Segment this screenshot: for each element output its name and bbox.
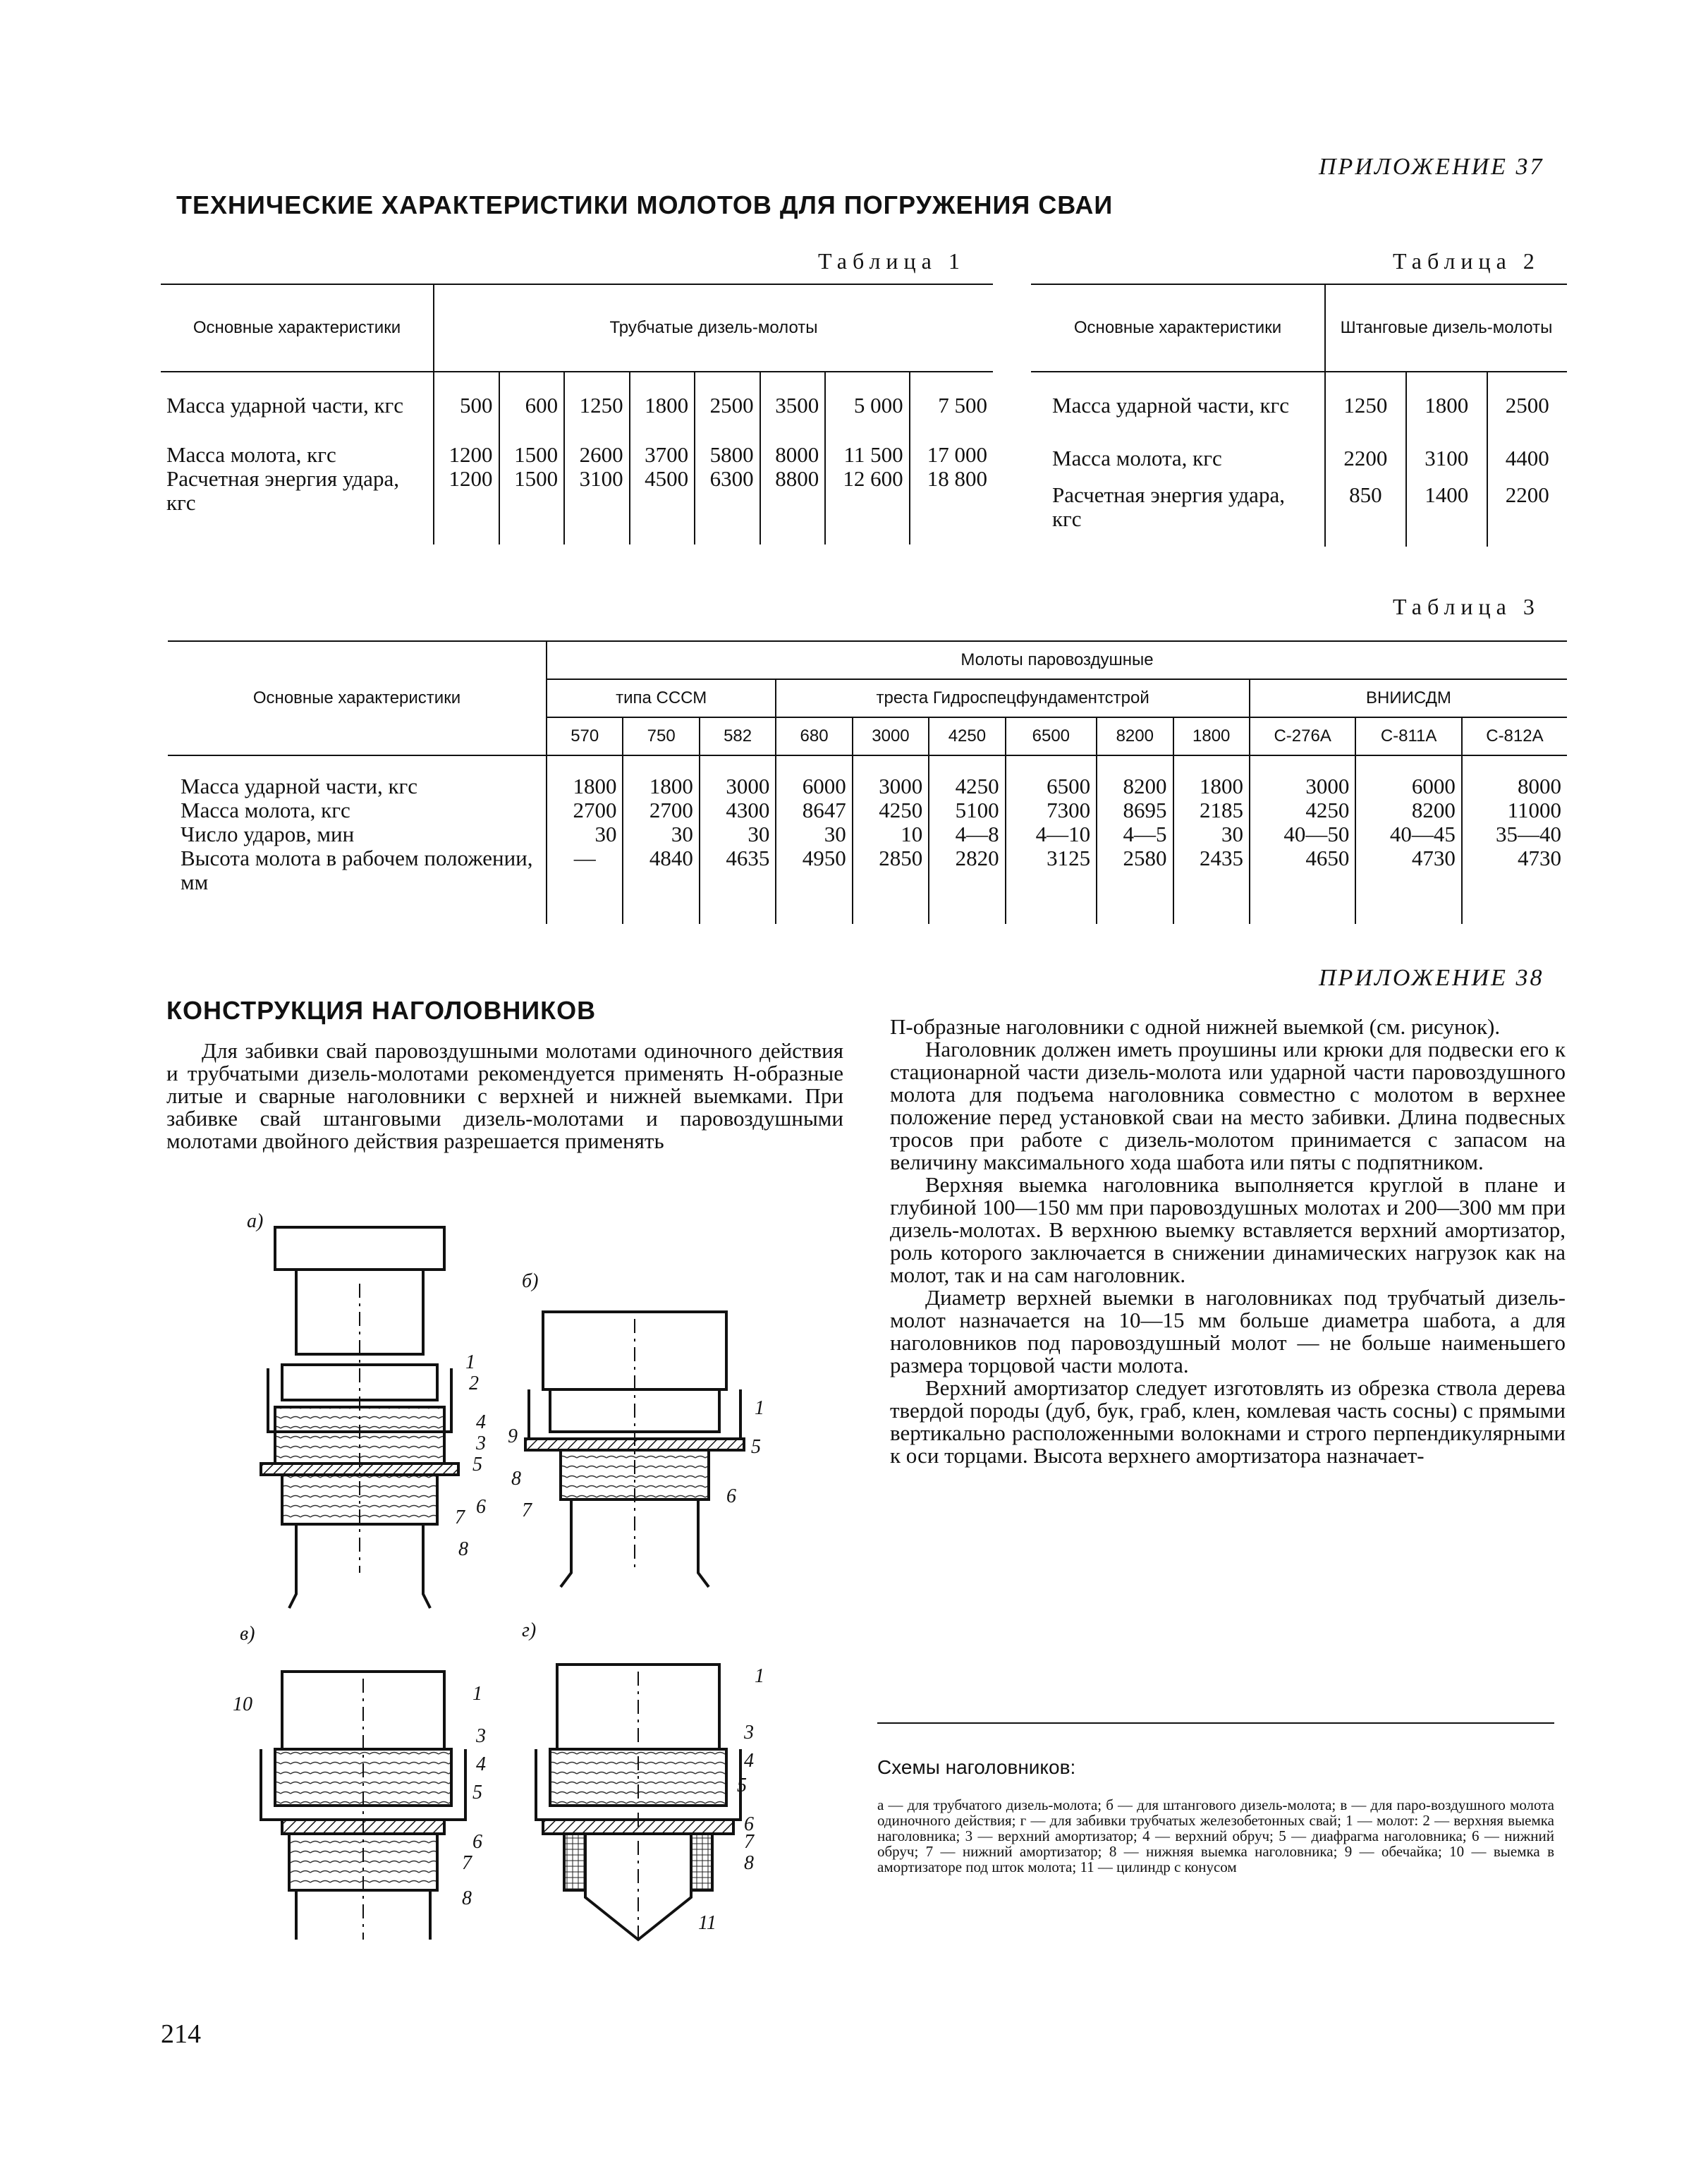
cell: 8647	[776, 798, 852, 822]
cell: 35—40	[1496, 822, 1561, 846]
table2	[1031, 284, 1567, 547]
cell: 30	[623, 822, 699, 846]
callout-7c: 7	[462, 1852, 472, 1874]
row-label: Масса ударной части, кгс	[161, 394, 434, 443]
callout-6b: 6	[726, 1485, 736, 1507]
row-label: Масса ударной части, кгс	[168, 774, 547, 798]
label-a: а)	[247, 1210, 264, 1232]
cell: 4—5	[1097, 822, 1173, 846]
callout-5c: 5	[472, 1782, 482, 1803]
table3-subgroup-trust: треста Гидроспецфундаментстрой	[776, 679, 1250, 717]
paragraph: Диаметр верхней выемки в наголовниках под трубчатый дизель-молот назначается на 10—15 мм больше диаметра шабота, а для наголовников под паровоздушный молот — не больше наименьшего размера торцовой части молота.	[890, 1285, 1566, 1377]
cell: 11000	[1507, 798, 1561, 822]
cell: 6000	[776, 774, 852, 798]
left-column-text	[166, 1040, 843, 1152]
callout-8c: 8	[462, 1887, 472, 1909]
cell: 2700	[623, 798, 699, 822]
table3-header-main: Основные характеристики	[168, 641, 547, 755]
paragraph: П-образные наголовники с одной нижней выемкой (см. рисунок).	[890, 1014, 1501, 1039]
cell: 8800	[760, 467, 826, 544]
model-header: 3000	[853, 717, 929, 755]
callout-3c: 3	[476, 1725, 486, 1747]
callout-6c: 6	[472, 1831, 482, 1853]
cell: 1800	[1173, 774, 1250, 798]
cell: 2200	[1505, 482, 1549, 507]
callout-5: 5	[472, 1454, 482, 1476]
table-row	[1031, 446, 1567, 483]
cell: 8200	[1355, 798, 1461, 822]
callout-4d: 4	[744, 1750, 754, 1772]
cell: 1200	[434, 467, 499, 544]
callout-4: 4	[476, 1411, 486, 1433]
cell: 3700	[630, 443, 695, 467]
cell: 6300	[695, 467, 760, 544]
cell: 6000	[1355, 774, 1461, 798]
cell: 3000	[700, 774, 776, 798]
cell: 8695	[1097, 798, 1173, 822]
table2-header-group: Штанговые дизель-молоты	[1325, 284, 1567, 372]
cell: 4635	[700, 846, 776, 924]
cell: 30	[1173, 822, 1250, 846]
table3-header-group: Молоты паровоздушные	[547, 641, 1567, 679]
cell: 850	[1325, 483, 1406, 547]
cell: 4300	[700, 798, 776, 822]
model-header: 680	[776, 717, 852, 755]
figure-caption-text: а — для трубчатого дизель-молота; б — для штангового дизель-молота; в — для паро-воздушного молота одиночного действия; г — для забивки трубчатых железобетонных свай; 1 — молот: 2 — верхняя выемка наголовника; 3 — верхний амортизатор; 4 — верхний обруч; 5 — диафрагма наголовника; 6 — нижний обруч; 7 — нижний амортизатор; 8 — нижняя выемка наголовника; 9 — обечайка; 10 — выемка в амортизаторе под шток молота; 11 — цилиндр с конусом	[877, 1796, 1554, 1875]
callout-3d: 3	[744, 1722, 754, 1744]
cell: 2600	[564, 443, 630, 467]
cell: 18 800	[927, 466, 987, 491]
appendix-38-label: ПРИЛОЖЕНИЕ 38	[1319, 965, 1544, 991]
cell: 17 000	[927, 442, 987, 467]
row-label: Высота молота в рабочем положении, мм	[168, 846, 547, 924]
cell: 1800	[1406, 394, 1487, 446]
model-header: С-276А	[1250, 717, 1355, 755]
page-title: ТЕХНИЧЕСКИЕ ХАРАКТЕРИСТИКИ МОЛОТОВ ДЛЯ ПОГРУЖЕНИЯ СВАИ	[176, 190, 1114, 219]
cell: 40—45	[1355, 822, 1461, 846]
table-row	[168, 822, 1567, 846]
row-label: Масса молота, кгс	[1031, 446, 1325, 483]
cell: 12 600	[825, 467, 909, 544]
table-row	[161, 443, 993, 467]
cell: 30	[547, 822, 623, 846]
cell: 8000	[1518, 774, 1561, 798]
table2-header-main: Основные характеристики	[1031, 284, 1325, 372]
cell: 4950	[776, 846, 852, 924]
row-label: Масса ударной части, кгс	[1031, 394, 1325, 446]
cell: 3500	[760, 394, 826, 443]
page-number: 214	[161, 2019, 201, 2049]
cell: 1800	[630, 394, 695, 443]
model-header: 750	[623, 717, 699, 755]
cell: 5 000	[825, 394, 909, 443]
callout-8: 8	[458, 1538, 468, 1560]
paragraph: Верхний амортизатор следует изготовлять из обрезка ствола дерева твердой породы (дуб, бук, граб, клен, комлевая часть сосны) с прямыми вертикально расположенными волокнами и строго перпендикулярными к оси торцами. Высота верхнего амортизатора назначает-	[890, 1375, 1566, 1468]
cell: 30	[700, 822, 776, 846]
diagram-b	[525, 1312, 744, 1587]
cell: 2500	[1505, 393, 1549, 418]
callout-5d: 5	[737, 1775, 747, 1796]
model-header: 1800	[1173, 717, 1250, 755]
cell: 1250	[564, 394, 630, 443]
model-header: 582	[700, 717, 776, 755]
cell: 1400	[1406, 483, 1487, 547]
cell: 4400	[1505, 446, 1549, 470]
appendix-37-label: ПРИЛОЖЕНИЕ 37	[1319, 154, 1544, 180]
row-label: Масса молота, кгс	[161, 443, 434, 467]
callout-6d: 6	[744, 1813, 754, 1835]
cell: 4—8	[929, 822, 1005, 846]
cell: 3000	[853, 774, 929, 798]
label-b: б)	[522, 1270, 539, 1292]
cell: 5800	[695, 443, 760, 467]
cell: 600	[499, 394, 565, 443]
table-row	[1031, 483, 1567, 547]
model-header: 4250	[929, 717, 1005, 755]
callout-9: 9	[508, 1425, 518, 1447]
cell: 4—10	[1006, 822, 1097, 846]
callout-8d: 8	[744, 1852, 754, 1874]
model-header: 8200	[1097, 717, 1173, 755]
cell: 10	[853, 822, 929, 846]
callout-1c: 1	[472, 1683, 482, 1705]
table1-caption: Таблица 1	[818, 248, 965, 274]
cell: 3100	[564, 467, 630, 544]
cell: 5100	[929, 798, 1005, 822]
paragraph: Верхняя выемка наголовника выполняется круглой в плане и глубиной 100—150 мм при паровоздушных молотах и 200—300 мм при дизель-молотах. В верхнюю выемку вставляется верхний амортизатор, роль которого заключается в снижении динамических нагрузок как на молот, так и на сам наголовник.	[890, 1172, 1566, 1287]
table1	[161, 284, 993, 544]
callout-7d: 7	[744, 1831, 754, 1853]
cell: 8000	[760, 443, 826, 467]
row-label: Масса молота, кгс	[168, 798, 547, 822]
table3	[168, 640, 1567, 924]
cell: 8200	[1097, 774, 1173, 798]
diagram-a	[261, 1227, 458, 1608]
cell: 1200	[434, 443, 499, 467]
model-header: 6500	[1006, 717, 1097, 755]
row-label: Расчетная энергия удара, кгс	[161, 467, 434, 544]
table-row	[168, 846, 1567, 924]
table1-header-main: Основные характеристики	[161, 284, 434, 372]
cell: 1250	[1325, 394, 1406, 446]
callout-11: 11	[698, 1912, 716, 1934]
cell: 3100	[1406, 446, 1487, 483]
cell: 2850	[853, 846, 929, 924]
cell: 4250	[853, 798, 929, 822]
paragraph: Для забивки свай паровоздушными молотами одиночного действия и трубчатыми дизель-молотами рекомендуется применять Н-образные литые и сварные наголовники с верхней и нижней выемками. При забивке свай штанговыми дизель-молотами и паровоздушными молотами двойного действия разрешается применять	[166, 1038, 843, 1153]
cell: 2700	[547, 798, 623, 822]
cell: 4500	[630, 467, 695, 544]
paragraph: Наголовник должен иметь проушины или крюки для подвески его к стационарной части дизель-молота или ударной части паровоздушного молота для подъема наголовника совместно с молотом в верхнее положение перед установкой сваи на место забивки. Длина подвесных тросов при работе с дизель-молотом принимается с запасом на величину максимального хода шабота или пяты с подпятником.	[890, 1037, 1566, 1174]
cell: 2200	[1325, 446, 1406, 483]
cell: 1800	[623, 774, 699, 798]
table-row	[168, 774, 1567, 798]
callout-1: 1	[465, 1351, 475, 1373]
table2-caption: Таблица 2	[1393, 248, 1540, 274]
callout-7: 7	[455, 1507, 465, 1528]
caption-rule	[877, 1722, 1554, 1724]
cell: 40—50	[1250, 822, 1355, 846]
cell: 11 500	[825, 443, 909, 467]
cell: 30	[776, 822, 852, 846]
cell: 4250	[929, 774, 1005, 798]
cell: 3000	[1250, 774, 1355, 798]
table1-header-group: Трубчатые дизель-молоты	[434, 284, 993, 372]
model-header: 570	[547, 717, 623, 755]
cell: 1500	[499, 467, 565, 544]
model-header: С-811А	[1355, 717, 1461, 755]
cell: 3125	[1006, 846, 1097, 924]
callout-1b: 1	[755, 1397, 764, 1419]
cell: 7 500	[938, 393, 987, 418]
table3-subgroup-ccm: типа СССМ	[547, 679, 776, 717]
cell: 4730	[1355, 846, 1461, 924]
cell: 2185	[1173, 798, 1250, 822]
right-column-text	[890, 1016, 1566, 1467]
callout-6: 6	[476, 1496, 486, 1518]
cell: 2500	[695, 394, 760, 443]
diagram-v	[261, 1672, 465, 1940]
cell: 7300	[1006, 798, 1097, 822]
cell: 2580	[1097, 846, 1173, 924]
cell: 2435	[1173, 846, 1250, 924]
table-row	[161, 394, 993, 443]
callout-1d: 1	[755, 1665, 764, 1687]
table-row	[161, 467, 993, 544]
cell: 500	[434, 394, 499, 443]
callout-10: 10	[233, 1693, 252, 1715]
callout-8b: 8	[511, 1468, 521, 1490]
cell: 6500	[1006, 774, 1097, 798]
pile-cap-diagrams	[212, 1206, 804, 1947]
cell: 2820	[929, 846, 1005, 924]
table-row	[168, 798, 1567, 822]
callout-4c: 4	[476, 1753, 486, 1775]
cell: 4250	[1250, 798, 1355, 822]
cell: 4650	[1250, 846, 1355, 924]
cell: —	[547, 846, 623, 924]
cell: 1500	[499, 443, 565, 467]
table3-caption: Таблица 3	[1393, 594, 1540, 619]
table3-subgroup-vniisdm: ВНИИСДМ	[1250, 679, 1567, 717]
label-g: г)	[522, 1619, 537, 1641]
table-row	[1031, 394, 1567, 446]
cell: 4730	[1518, 846, 1561, 870]
callout-7b: 7	[522, 1499, 532, 1521]
callout-2: 2	[469, 1373, 479, 1394]
callout-5b: 5	[751, 1436, 761, 1458]
model-header: С-812А	[1486, 726, 1544, 746]
cell: 1800	[547, 774, 623, 798]
row-label: Число ударов, мин	[168, 822, 547, 846]
callout-3: 3	[476, 1432, 486, 1454]
section-title: КОНСТРУКЦИЯ НАГОЛОВНИКОВ	[166, 996, 597, 1025]
diagram-g	[536, 1665, 740, 1940]
figure-caption-title: Схемы наголовников:	[877, 1756, 1076, 1778]
cell: 4840	[623, 846, 699, 924]
row-label: Расчетная энергия удара, кгс	[1031, 483, 1325, 547]
label-v: в)	[240, 1623, 255, 1645]
